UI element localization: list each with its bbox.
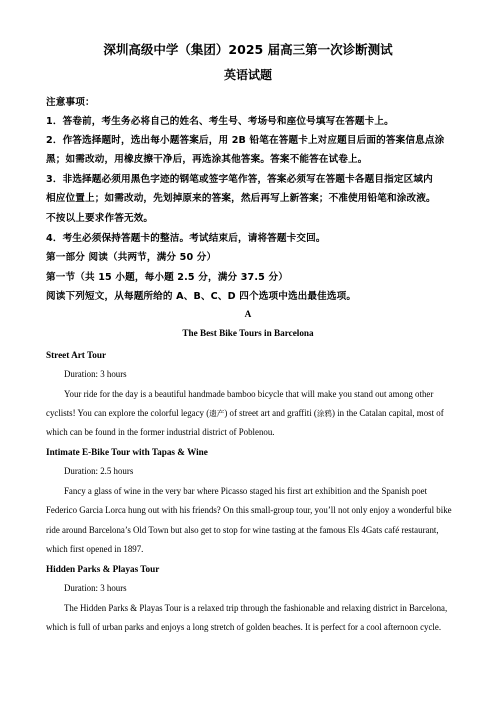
tour-duration: Duration: 3 hours bbox=[64, 369, 127, 379]
tour-description-line: The Hidden Parks & Playas Tour is a relaxed trip through the fashionable and relaxing district in Barcelona, bbox=[64, 603, 448, 613]
tour-duration: Duration: 2.5 hours bbox=[64, 466, 134, 476]
tour-description-line: which can be found in the former industrial district of Poblenou. bbox=[46, 427, 275, 437]
notice-item-4: 4．考生必须保持答题卡的整洁。考试结束后，请将答题卡交回。 bbox=[46, 233, 326, 244]
tour-duration: Duration: 3 hours bbox=[64, 583, 127, 593]
tour-description-line: Your ride for the day is a beautiful handmade bamboo bicycle that will make you stand out among other bbox=[64, 389, 434, 399]
tour-description-line: Fancy a glass of wine in the very bar where Picasso staged his first art exhibition and the Spanish poet bbox=[64, 486, 428, 496]
section-heading: 第一节（共 15 小题，每小题 2.5 分，满分 37.5 分） bbox=[46, 272, 288, 283]
part-heading: 第一部分 阅读（共两节，满分 50 分） bbox=[46, 252, 217, 263]
tour-description-line bbox=[46, 408, 444, 419]
tour-description-line: which first opened in 1897. bbox=[46, 544, 144, 554]
tour-name: Street Art Tour bbox=[46, 350, 107, 360]
text-segment: ) in the Catalan capital, most of bbox=[332, 408, 444, 418]
passage-label: A bbox=[244, 309, 252, 319]
notice-item-3-line-1: 3．非选择题必须用黑色字迹的钢笔或签字笔作答，答案必须写在答题卡各题目指定区域内 bbox=[46, 174, 433, 185]
text-segment: cyclists! You can explore the colorful legacy ( bbox=[46, 408, 210, 418]
exam-title: 深圳高级中学（集团）2025 届高三第一次诊断测试 bbox=[103, 42, 393, 57]
passage-title: The Best Bike Tours in Barcelona bbox=[182, 328, 314, 338]
notice-item-2-line-2: 黑；如需改动，用橡皮擦干净后，再选涂其他答案。答案不能答在试卷上。 bbox=[46, 154, 368, 165]
notice-item-3-line-2: 相应位置上；如需改动，先划掉原来的答案，然后再写上新答案；不准使用铅笔和涂改液。 bbox=[46, 193, 436, 204]
notice-item-1: 1．答卷前，考生务必将自己的姓名、考生号、考场号和座位号填写在答题卡上。 bbox=[46, 116, 394, 127]
annotation-graffiti: 涂鸦 bbox=[316, 409, 333, 418]
notice-item-3-line-3: 不按以上要求作答无效。 bbox=[46, 213, 154, 224]
text-segment: ) of street art and graffiti ( bbox=[224, 408, 317, 418]
tour-description-line: ride around Barcelona’s Old Town but also get to stop for wine tasting at the famous Els 4Gats café restaurant, bbox=[46, 525, 439, 535]
exam-subject: 英语试题 bbox=[223, 68, 272, 82]
tour-name: Intimate E-Bike Tour with Tapas & Wine bbox=[46, 447, 208, 457]
tour-description-line: which is full of urban parks and enjoys a long stretch of golden beaches. It is perfect for a cool afternoon cycle. bbox=[46, 622, 442, 632]
annotation-legacy: 遗产 bbox=[209, 409, 225, 418]
section-instruction: 阅读下列短文，从每题所给的 A、B、C、D 四个选项中选出最佳选项。 bbox=[46, 291, 357, 302]
notice-item-2-line-1: 2．作答选择题时，选出每小题答案后，用 2B 铅笔在答题卡上对应题目后面的答案信息点涂 bbox=[46, 135, 445, 146]
notice-heading: 注意事项： bbox=[46, 97, 95, 108]
tour-name: Hidden Parks & Playas Tour bbox=[46, 564, 160, 574]
tour-description-line: Federico Garcia Lorca hung out with his friends? On this small-group tour, you’ll not only enjoy a wonderful bike bbox=[46, 505, 452, 515]
